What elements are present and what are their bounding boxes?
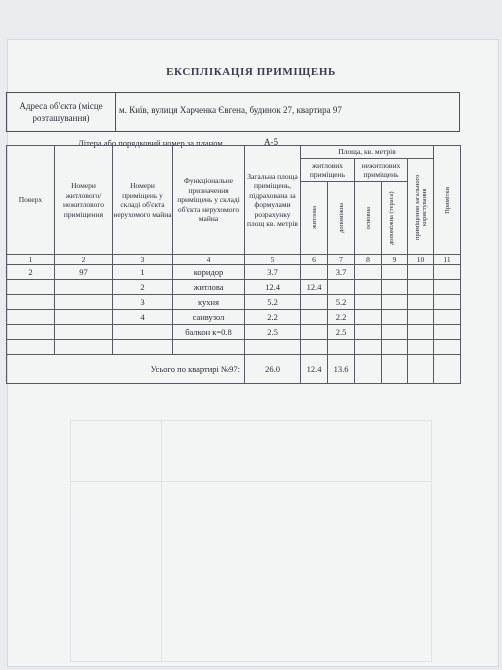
cell-total: 2.2: [245, 310, 301, 325]
cell-empty: [355, 310, 382, 325]
header-residential: [301, 182, 328, 255]
cell-empty: [434, 295, 461, 310]
address-box: [6, 92, 460, 132]
cell-residential: [301, 265, 328, 280]
cell-floor: [7, 310, 55, 325]
header-area-group: Площа, кв. метрів: [301, 146, 434, 159]
cell-floor: 2: [7, 265, 55, 280]
column-number: 4: [173, 255, 245, 265]
cell-residential: [301, 295, 328, 310]
cell-empty: [434, 325, 461, 340]
cell-purpose: житлова: [173, 280, 245, 295]
address-label: Адреса об'єкта (місце розташування): [7, 93, 116, 131]
header-residential-group: житлових приміщень: [301, 159, 355, 182]
cell-total: 5.2: [245, 295, 301, 310]
header-notes-text: Примітки: [443, 186, 451, 214]
column-number: 11: [434, 255, 461, 265]
document-title: ЕКСПЛІКАЦІЯ ПРИМІЩЕНЬ: [166, 66, 336, 78]
cell-premises: [55, 325, 113, 340]
cell-premises: [55, 295, 113, 310]
header-main-text: основна: [364, 206, 372, 230]
table-row: [7, 280, 461, 295]
cell-purpose: санвузол: [173, 310, 245, 325]
cell-room: 2: [113, 280, 173, 295]
table-row-empty: [7, 340, 461, 355]
header-residential-text: житлова: [310, 206, 318, 230]
column-number: 1: [7, 255, 55, 265]
cell-floor: [7, 280, 55, 295]
cell-purpose: кухня: [173, 295, 245, 310]
column-number: 10: [408, 255, 434, 265]
totals-total: 26.0: [245, 355, 301, 384]
totals-row: [7, 355, 461, 384]
column-number-row: [7, 255, 461, 265]
background-plan-lines: [70, 420, 432, 662]
column-number: 3: [113, 255, 173, 265]
cell-empty: [434, 265, 461, 280]
column-number: 8: [355, 255, 382, 265]
totals-residential: 12.4: [301, 355, 328, 384]
cell-purpose: коридор: [173, 265, 245, 280]
header-main: [355, 182, 382, 255]
header-premises-numbers: Номери житлового/ нежитлового приміщення: [55, 146, 113, 255]
cell-empty: [408, 325, 434, 340]
cell-room: 3: [113, 295, 173, 310]
column-number: 2: [55, 255, 113, 265]
totals-label: Усього по квартирі №97:: [7, 355, 245, 384]
totals-auxiliary: 13.6: [328, 355, 355, 384]
header-purpose: Функціональне призначення приміщень у складі об'єкта нерухомого майна: [173, 146, 245, 255]
litera-label: Літера або порядковий номер за планом: [78, 138, 223, 148]
cell-auxiliary: [328, 280, 355, 295]
header-common-use-text: приміщення загального користування: [413, 173, 428, 240]
cell-purpose: балкон к=0.8: [173, 325, 245, 340]
cell-premises: 97: [55, 265, 113, 280]
cell-premises: [55, 280, 113, 295]
table-row: [7, 295, 461, 310]
cell-auxiliary: 2.2: [328, 310, 355, 325]
cell-empty: [434, 310, 461, 325]
column-number: 9: [382, 255, 408, 265]
header-nonresidential-group: нежитлових приміщень: [355, 159, 408, 182]
cell-empty: [382, 295, 408, 310]
header-auxiliary-terrace-text: допоміжна (тераса): [387, 191, 395, 245]
column-number: 7: [328, 255, 355, 265]
cell-room: [113, 325, 173, 340]
cell-empty: [408, 295, 434, 310]
cell-empty: [434, 280, 461, 295]
address-value: м. Київ, вулиця Харченка Євгена, будинок 27, квартира 97: [119, 105, 342, 115]
cell-total: 12.4: [245, 280, 301, 295]
cell-room: 1: [113, 265, 173, 280]
header-auxiliary-terrace: [382, 182, 408, 255]
cell-empty: [408, 280, 434, 295]
cell-room: 4: [113, 310, 173, 325]
column-number: 5: [245, 255, 301, 265]
cell-floor: [7, 295, 55, 310]
cell-auxiliary: 2.5: [328, 325, 355, 340]
cell-residential: [301, 310, 328, 325]
cell-empty: [382, 325, 408, 340]
cell-empty: [408, 265, 434, 280]
cell-residential: [301, 325, 328, 340]
header-auxiliary: [328, 182, 355, 255]
cell-empty: [355, 265, 382, 280]
cell-empty: [408, 310, 434, 325]
cell-auxiliary: 5.2: [328, 295, 355, 310]
cell-residential: 12.4: [301, 280, 328, 295]
header-floor: Поверх: [7, 146, 55, 255]
cell-empty: [355, 280, 382, 295]
cell-empty: [382, 310, 408, 325]
header-total-area: Загальна площа приміщень, підрахована за формулами розрахунку площ кв. метрів: [245, 146, 301, 255]
litera-value: А-5: [264, 137, 278, 147]
cell-empty: [355, 325, 382, 340]
cell-total: 2.5: [245, 325, 301, 340]
column-number: 6: [301, 255, 328, 265]
table-row: [7, 265, 461, 280]
cell-empty: [382, 280, 408, 295]
table-row: [7, 310, 461, 325]
header-auxiliary-text: допоміжна: [337, 203, 345, 233]
cell-empty: [355, 295, 382, 310]
table-row: [7, 325, 461, 340]
header-room-numbers: Номери приміщень у складі об'єкта нерухомого майна: [113, 146, 173, 255]
cell-premises: [55, 310, 113, 325]
cell-empty: [382, 265, 408, 280]
cell-floor: [7, 325, 55, 340]
cell-auxiliary: 3.7: [328, 265, 355, 280]
explication-table: [6, 145, 461, 384]
header-common-use: [408, 159, 434, 255]
header-notes: [434, 146, 461, 255]
cell-total: 3.7: [245, 265, 301, 280]
